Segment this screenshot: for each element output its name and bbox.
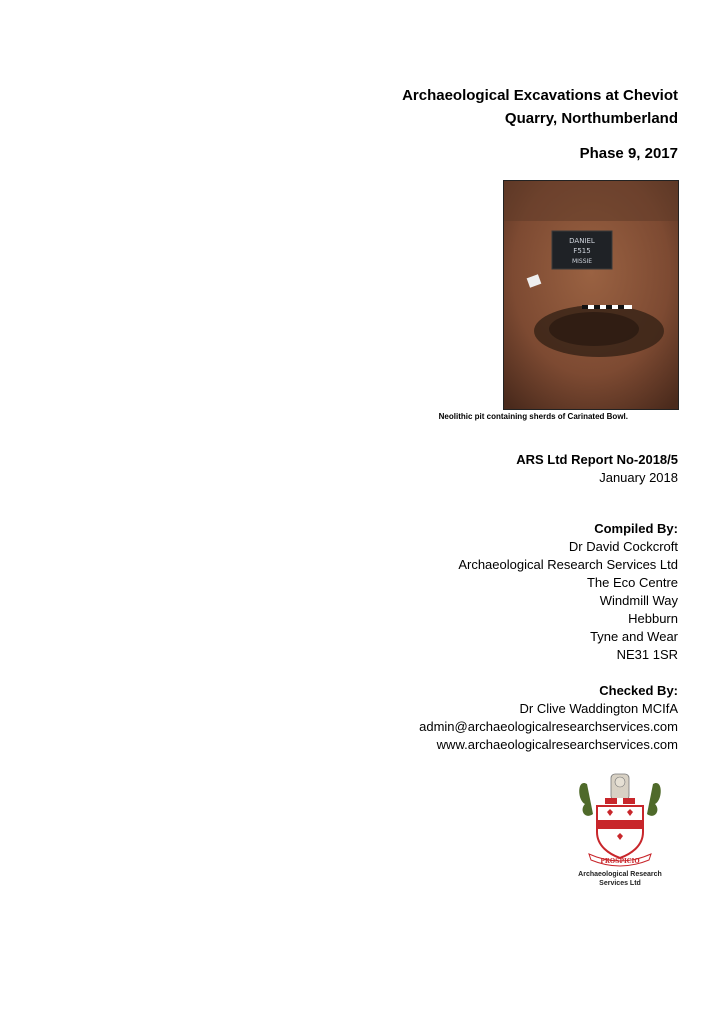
compiled-line: Hebburn bbox=[628, 611, 678, 626]
photo-scale-bar bbox=[582, 305, 632, 309]
compiled-line: Tyne and Wear bbox=[590, 629, 678, 644]
checked-by-heading: Checked By: bbox=[599, 683, 678, 698]
checked-by-block bbox=[419, 682, 678, 754]
compiled-line: Dr David Cockcroft bbox=[568, 539, 678, 554]
phase-label: Phase 9, 2017 bbox=[579, 145, 678, 162]
chalkboard-line-3: MISSIE bbox=[571, 258, 593, 265]
website-link[interactable]: www.archaeologicalresearchservices.com bbox=[436, 737, 678, 752]
chalkboard-line-1: DANIEL bbox=[569, 237, 595, 245]
compiled-line: Windmill Way bbox=[599, 593, 678, 608]
contact-email[interactable]: admin@archaeologicalresearchservices.com bbox=[419, 719, 678, 734]
compiled-by-heading: Compiled By: bbox=[594, 521, 678, 536]
logo-motto: PROSPICIO bbox=[600, 858, 640, 865]
report-number: ARS Ltd Report No-2018/5 bbox=[516, 452, 678, 467]
compiled-line: The Eco Centre bbox=[586, 575, 678, 590]
chalkboard-line-2: F515 bbox=[573, 247, 591, 255]
compiled-line: NE31 1SR bbox=[616, 647, 678, 662]
report-title-line-1: Archaeological Excavations at Cheviot bbox=[402, 87, 678, 104]
checked-line: Dr Clive Waddington MCIfA bbox=[519, 701, 678, 716]
report-date: January 2018 bbox=[599, 470, 678, 485]
report-title-line-2: Quarry, Northumberland bbox=[504, 110, 678, 127]
chalkboard bbox=[552, 231, 612, 269]
company-logo-icon bbox=[575, 770, 665, 870]
photo-caption: Neolithic pit containing sherds of Carinated Bowl. bbox=[438, 412, 628, 421]
company-logo-name bbox=[560, 870, 680, 888]
logo-name-line-1: Archaeological Research bbox=[578, 871, 662, 878]
cover-photo bbox=[503, 180, 679, 410]
compiled-by-block bbox=[458, 520, 678, 664]
report-title bbox=[402, 84, 678, 130]
logo-name-line-2: Services Ltd bbox=[599, 880, 641, 887]
compiled-line: Archaeological Research Services Ltd bbox=[458, 557, 678, 572]
